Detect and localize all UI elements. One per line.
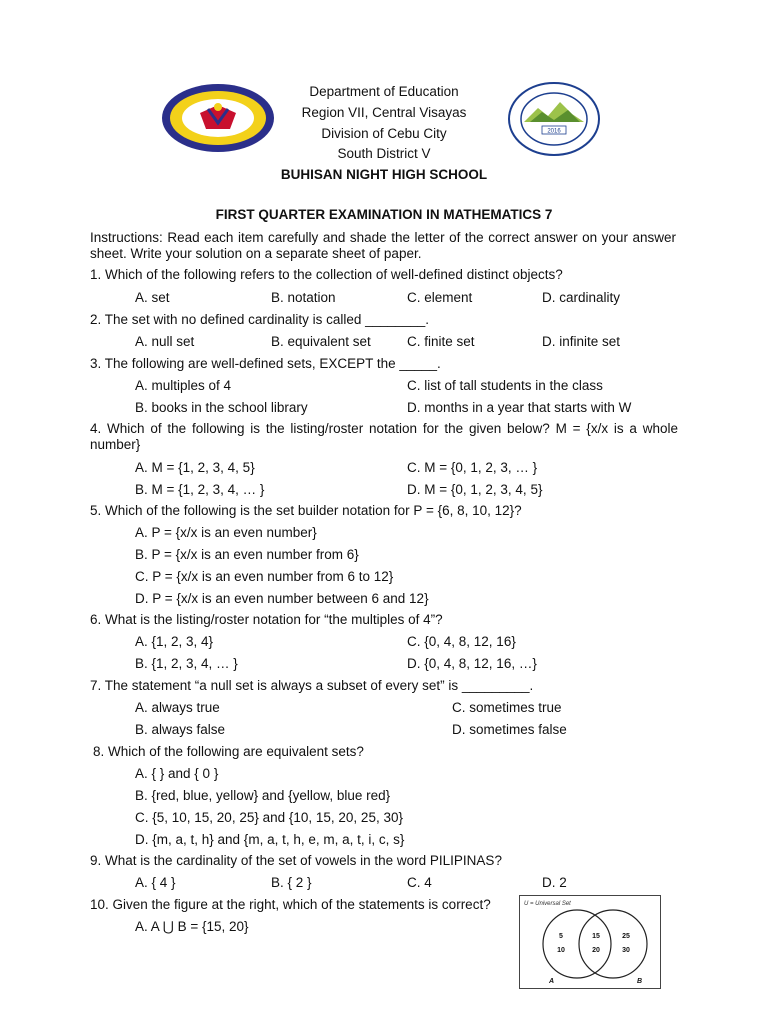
q8-option-b: B. {red, blue, yellow} and {yellow, blue red}: [135, 788, 391, 803]
school-name: BUHISAN NIGHT HIGH SCHOOL: [280, 167, 488, 183]
universal-set-label: U = Universal Set: [524, 901, 571, 907]
header-line-1: Department of Education: [309, 84, 459, 99]
universal-set-box: [520, 896, 661, 989]
q2-option-a: A. null set: [135, 334, 195, 349]
venn-label-a: A: [549, 978, 555, 985]
q6-option-c: C. {0, 4, 8, 12, 16}: [407, 634, 516, 649]
q3-option-c: C. list of tall students in the class: [407, 378, 603, 393]
q5-option-d: D. P = {x/x is an even number between 6 and 12}: [135, 591, 429, 606]
question-6: 6. What is the listing/roster notation for “the multiples of 4”?: [90, 612, 443, 627]
question-10: 10. Given the figure at the right, which of the statements is correct?: [90, 897, 491, 912]
question-7: 7. The statement “a null set is always a subset of every set” is _________.: [90, 678, 534, 693]
q9-option-d: D. 2: [542, 875, 567, 890]
question-8: 8. Which of the following are equivalent sets?: [93, 744, 364, 759]
header-line-4: South District V: [337, 146, 431, 162]
question-4: 4. Which of the following is the listing/roster notation for the given below? M = {x/x is a whole number}: [90, 421, 678, 452]
q6-option-a: A. {1, 2, 3, 4}: [135, 634, 214, 649]
q9-option-b: B. { 2 }: [271, 875, 312, 890]
venn-both-2: 20: [592, 947, 600, 954]
header-line-2: Region VII, Central Visayas: [301, 104, 467, 120]
venn-a-only-1: 5: [559, 933, 563, 940]
q6-option-b: B. {1, 2, 3, 4, … }: [135, 656, 238, 671]
q9-option-c: C. 4: [407, 875, 432, 890]
question-2: 2. The set with no defined cardinality is called ________.: [90, 312, 429, 327]
seal-year: 2016: [547, 128, 561, 135]
q3-option-b: B. books in the school library: [135, 400, 308, 415]
q4-option-b: B. M = {1, 2, 3, 4, … }: [135, 482, 265, 497]
venn-diagram: [519, 895, 661, 989]
header: [0, 82, 768, 186]
q1-option-a: A. set: [135, 290, 170, 305]
q7-option-d: D. sometimes false: [452, 722, 567, 737]
q2-option-c: C. finite set: [407, 334, 475, 349]
q9-option-a: A. { 4 }: [135, 875, 176, 890]
q8-option-c: C. {5, 10, 15, 20, 25} and {10, 15, 20, 25, 30}: [135, 810, 403, 825]
q1-option-b: B. notation: [271, 290, 336, 305]
q5-option-b: B. P = {x/x is an even number from 6}: [135, 547, 359, 562]
venn-both-1: 15: [592, 933, 600, 940]
q2-option-d: D. infinite set: [542, 334, 621, 349]
venn-label-b: B: [637, 978, 643, 985]
question-5: 5. Which of the following is the set builder notation for P = {6, 8, 10, 12}?: [90, 503, 522, 518]
exam-title: FIRST QUARTER EXAMINATION IN MATHEMATICS 7: [215, 207, 553, 222]
q7-option-a: A. always true: [135, 700, 220, 715]
q5-option-a: A. P = {x/x is an even number}: [135, 525, 317, 540]
q4-option-a: A. M = {1, 2, 3, 4, 5}: [135, 460, 255, 475]
instructions: Instructions: Read each item carefully and shade the letter of the correct answer on your answer sheet. Write your solution on a separate sheet of paper.: [90, 230, 676, 261]
q6-option-d: D. {0, 4, 8, 12, 16, …}: [407, 656, 537, 671]
venn-b-only-1: 25: [622, 933, 630, 940]
q3-option-a: A. multiples of 4: [135, 378, 232, 393]
q4-option-c: C. M = {0, 1, 2, 3, … }: [407, 460, 538, 475]
q8-option-d: D. {m, a, t, h} and {m, a, t, h, e, m, a, t, i, c, s}: [135, 832, 405, 847]
venn-a-only-2: 10: [557, 947, 565, 954]
q7-option-c: C. sometimes true: [452, 700, 562, 715]
question-3: 3. The following are well-defined sets, EXCEPT the _____.: [90, 356, 441, 371]
header-line-3: Division of Cebu City: [321, 125, 447, 141]
q1-option-c: C. element: [407, 290, 473, 305]
q10-option-a: A. A ⋃ B = {15, 20}: [135, 919, 249, 934]
question-1: 1. Which of the following refers to the collection of well-defined distinct objects?: [90, 267, 563, 282]
q4-option-d: D. M = {0, 1, 2, 3, 4, 5}: [407, 482, 543, 497]
q3-option-d: D. months in a year that starts with W: [407, 400, 632, 415]
q1-option-d: D. cardinality: [542, 290, 621, 305]
q2-option-b: B. equivalent set: [271, 334, 371, 349]
q7-option-b: B. always false: [135, 722, 226, 737]
q8-option-a: A. { } and { 0 }: [135, 766, 219, 781]
venn-b-only-2: 30: [622, 947, 630, 954]
q5-option-c: C. P = {x/x is an even number from 6 to 12}: [135, 569, 394, 584]
question-9: 9. What is the cardinality of the set of vowels in the word PILIPINAS?: [90, 853, 502, 868]
